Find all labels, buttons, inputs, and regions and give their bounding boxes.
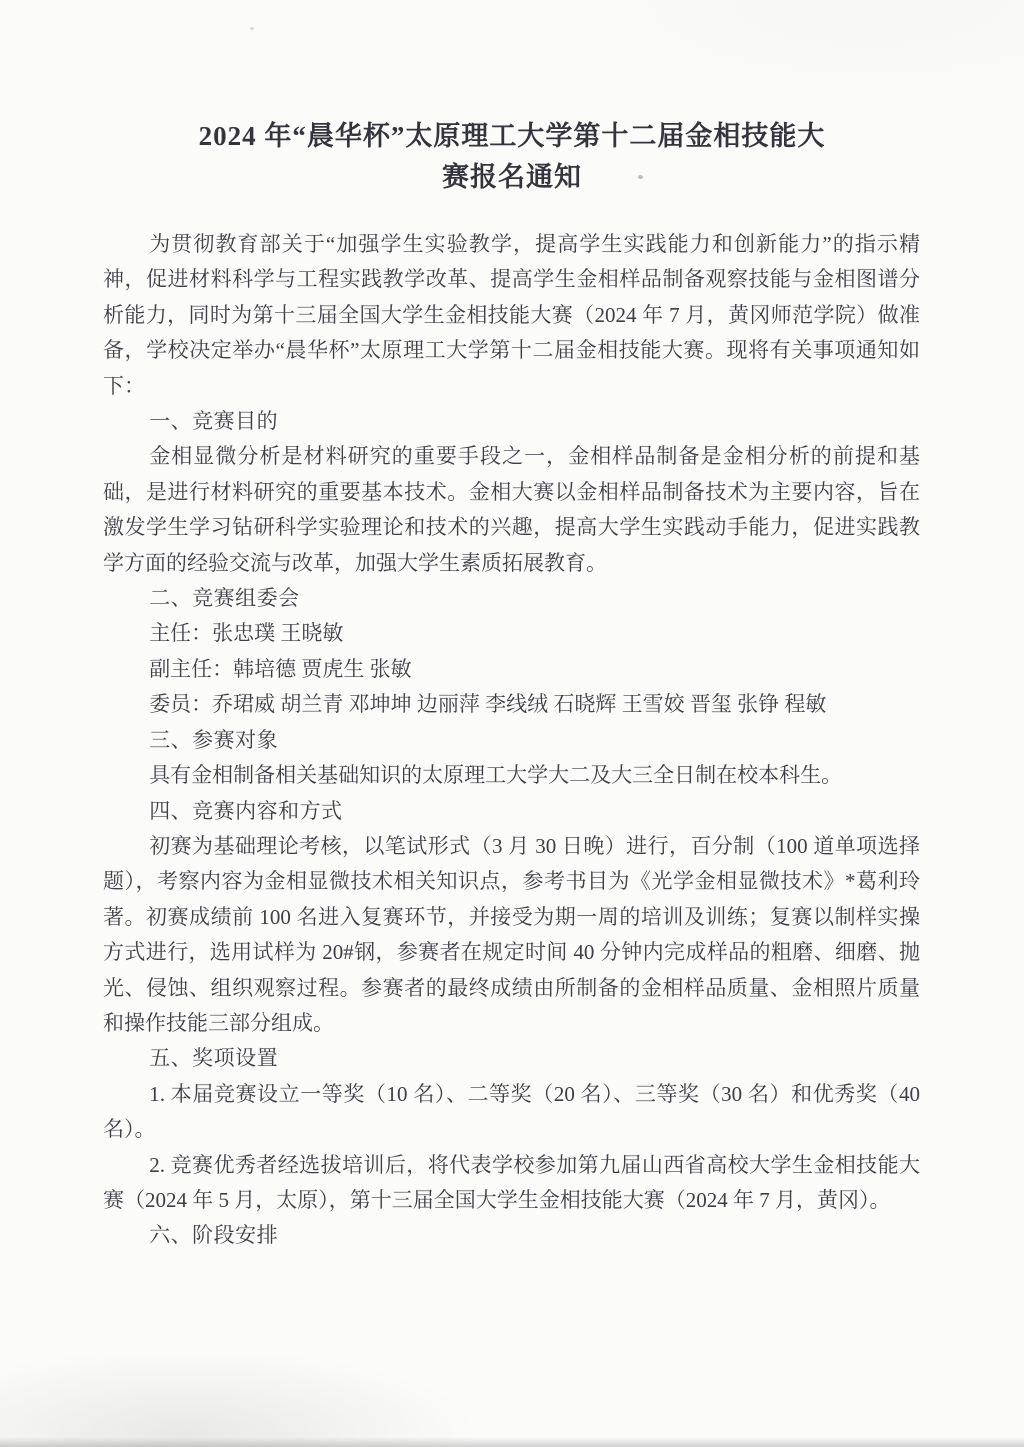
document-title-line2: 赛报名通知 <box>442 162 582 192</box>
section-heading: 一、竞赛目的 <box>149 409 279 434</box>
section-heading: 六、阶段安排 <box>149 1223 279 1248</box>
body-paragraph: 2. 竞赛优秀者经选拔培训后，将代表学校参加第九届山西省高校大学生金相技能大赛（2024 年 5 月，太原），第十三届全国大学生金相技能大赛（2024 年 7 月，黄冈）。 <box>103 1152 920 1212</box>
body-paragraph: 金相显微分析是材料研究的重要手段之一，金相样品制备是金相分析的前提和基础，是进行材料研究的重要基本技术。金相大赛以金相样品制备技术为主要内容，旨在激发学生学习钻研科学实验理论和技术的兴趣，提高大学生实践动手能力，促进实践教学方面的经验交流与改革，加强大学生素质拓展教育。 <box>103 444 920 575</box>
scan-speck <box>250 27 254 30</box>
body-paragraph: 委员：乔珺威 胡兰青 邓坤坤 边丽萍 李线绒 石晓辉 王雪姣 晋玺 张铮 程敏 <box>149 692 827 717</box>
body-paragraph: 初赛为基础理论考核，以笔试形式（3 月 30 日晚）进行，百分制（100 道单项选择题），考察内容为金相显微技术相关知识点，参考书目为《光学金相显微技术》*葛利玲著。初赛成绩前 100 名进入复赛环节，并接受为期一周的培训及训练；复赛以制样实操方式进行，选用试样为 20#钢，参赛者在规定时间 40 分钟内完成样品的粗磨、细磨、抛光、侵蚀、组织观察过程。参赛者的最终成绩由所制备的金相样品质量、金相照片质量和操作技能三部分组成。 <box>103 833 920 1035</box>
section-heading: 五、奖项设置 <box>149 1046 279 1071</box>
section-heading: 四、竞赛内容和方式 <box>149 798 343 823</box>
scanner-edge-shadow <box>0 1437 1024 1447</box>
body-paragraph: 1. 本届竞赛设立一等奖（10 名）、二等奖（20 名）、三等奖（30 名）和优秀奖（40 名）。 <box>103 1081 920 1142</box>
body-paragraph: 为贯彻教育部关于“加强学生实验教学，提高学生实践能力和创新能力”的指示精神，促进材料科学与工程实践教学改革、提高学生金相样品制备观察技能与金相图谱分析能力，同时为第十三届全国大学生金相技能大赛（2024 年 7 月，黄冈师范学院）做准备，学校决定举办“晨华杯”太原理工大学第十二届金相技能大赛。现将有关事项通知如下： <box>103 232 920 398</box>
body-paragraph: 副主任：韩培德 贾虎生 张敏 <box>149 656 412 681</box>
scan-artifact-dot <box>638 175 643 179</box>
section-heading: 三、参赛对象 <box>149 727 279 752</box>
section-heading: 二、竞赛组委会 <box>149 586 300 611</box>
body-paragraph: 主任：张忠璞 王晓敏 <box>149 621 344 646</box>
document-title-line1: 2024 年“晨华杯”太原理工大学第十二届金相技能大 <box>198 121 826 151</box>
document-title <box>104 116 920 198</box>
document-body <box>103 227 920 1254</box>
body-paragraph: 具有金相制备相关基础知识的太原理工大学大二及大三全日制在校本科生。 <box>149 763 843 788</box>
